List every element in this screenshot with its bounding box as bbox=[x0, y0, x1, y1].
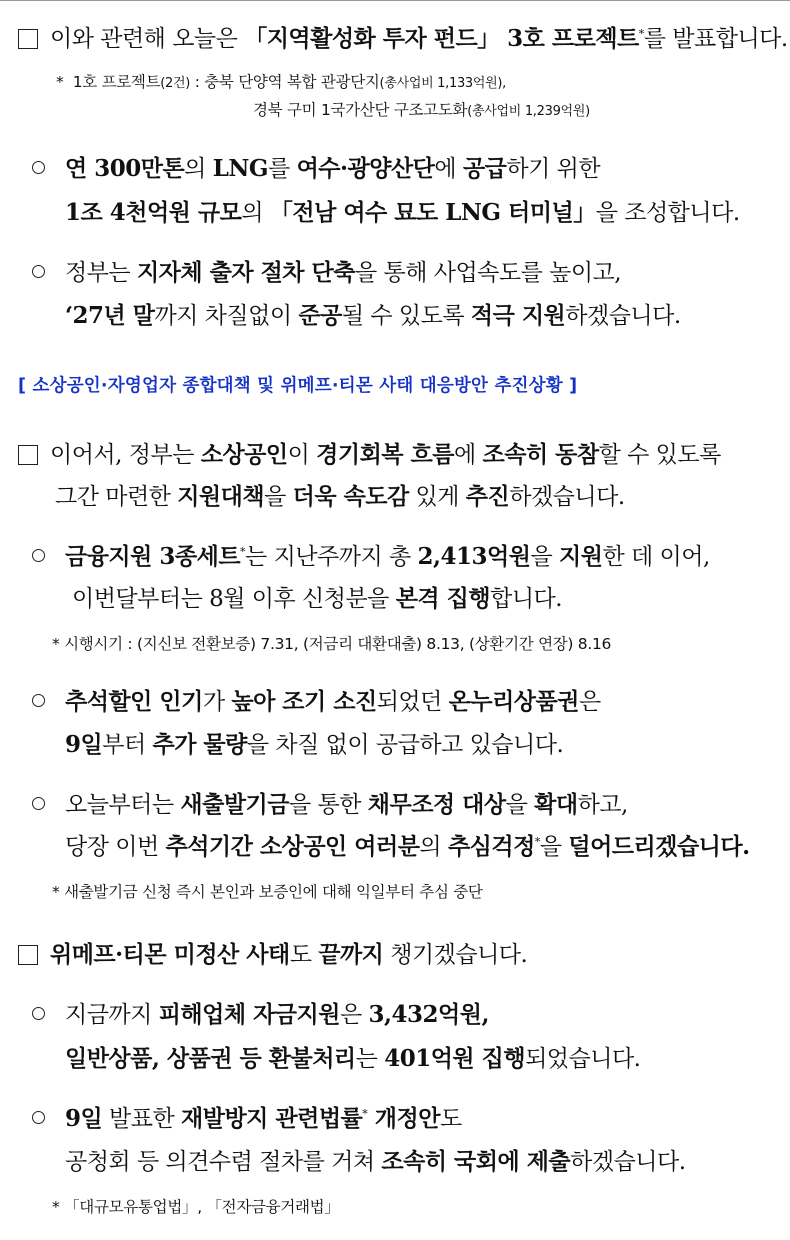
text-bold: 금융지원 3종세트 bbox=[65, 543, 241, 570]
text: 도 bbox=[439, 1106, 462, 1132]
text-bold: 1조 4천억원 규모 bbox=[65, 199, 242, 226]
paragraph-small-business-2 bbox=[55, 478, 625, 511]
text: 의 bbox=[419, 834, 448, 860]
bullet-lng-terminal bbox=[65, 194, 740, 227]
text: 부터 bbox=[102, 732, 153, 758]
square-bullet-icon bbox=[18, 29, 38, 49]
text-bold: 더욱 속도감 bbox=[292, 483, 409, 510]
text-bold: 소상공인 bbox=[200, 441, 288, 468]
text-bold: 추석기간 소상공인 여러분 bbox=[165, 833, 420, 860]
text: 정부는 bbox=[65, 260, 137, 286]
text-bold: 추진 bbox=[465, 483, 510, 510]
text-bold: LNG bbox=[212, 155, 269, 182]
circle-bullet-icon bbox=[32, 1007, 45, 1020]
text-bold: 개정안 bbox=[367, 1105, 440, 1132]
text: 하고, bbox=[577, 792, 628, 818]
circle-bullet-icon bbox=[32, 161, 45, 174]
page-top-border bbox=[0, 0, 790, 1]
text-bold: 피해업체 자금지원 bbox=[158, 1001, 340, 1028]
text-bold: ‘27년 말 bbox=[65, 302, 155, 329]
text-bold: 높아 조기 소진 bbox=[231, 688, 377, 715]
text-bold: 여수·광양산단 bbox=[296, 155, 435, 182]
text: 되었던 bbox=[376, 689, 449, 715]
text-bold: 본격 집행 bbox=[395, 585, 491, 612]
note-item-1: 충북 단양역 복합 관광단지 bbox=[204, 73, 380, 91]
text: 되었습니다. bbox=[525, 1046, 641, 1072]
note-first-project-2 bbox=[253, 98, 590, 120]
paragraph-small-business bbox=[18, 436, 721, 469]
text-bold: 401억원 집행 bbox=[384, 1045, 526, 1072]
text-bold: 경기회복 흐름 bbox=[316, 441, 454, 468]
note-first-project bbox=[56, 70, 506, 92]
text: 발표한 bbox=[102, 1106, 182, 1132]
text: 는 지난주까지 총 bbox=[245, 544, 418, 570]
text: 하겠습니다. bbox=[509, 484, 625, 510]
note-item-2-cost: (총사업비 1,239억원) bbox=[467, 104, 590, 119]
text: 까지 차질없이 bbox=[154, 303, 299, 329]
text-bold: 3,432억원, bbox=[368, 1001, 489, 1028]
footnote-mark: * bbox=[534, 835, 540, 849]
text: 이번달부터는 8월 이후 신청분을 bbox=[72, 586, 396, 612]
text: 에 bbox=[434, 156, 463, 182]
text-bold: 준공 bbox=[298, 302, 342, 329]
text: 이 bbox=[287, 442, 317, 468]
note-colon: : bbox=[190, 73, 205, 91]
text-bold: 추심걱정 bbox=[447, 833, 535, 860]
text: 있게 bbox=[408, 484, 466, 510]
text: 당장 이번 bbox=[65, 834, 166, 860]
text-bold: 재발방지 관련법률 bbox=[181, 1105, 363, 1132]
text-bold: 공급 bbox=[462, 155, 507, 182]
text: 할 수 있도록 bbox=[598, 442, 721, 468]
text: 은 bbox=[339, 1002, 369, 1028]
bullet-victim-support bbox=[32, 996, 489, 1029]
bullet-financial-support-2 bbox=[72, 580, 562, 613]
text-bold: 지원대책 bbox=[177, 483, 265, 510]
square-bullet-icon bbox=[18, 445, 38, 465]
text: 챙기겠습니다. bbox=[383, 942, 528, 968]
bullet-financial-support bbox=[32, 538, 710, 571]
circle-bullet-icon bbox=[32, 1111, 45, 1124]
text-bold: 지원 bbox=[559, 543, 603, 570]
circle-bullet-icon bbox=[32, 549, 45, 562]
text: 을 bbox=[539, 834, 569, 860]
text: 이와 관련해 오늘은 bbox=[50, 26, 245, 52]
bullet-completion bbox=[65, 297, 681, 330]
text: 을 통한 bbox=[289, 792, 368, 818]
text: 가 bbox=[202, 689, 232, 715]
text: 은 bbox=[578, 689, 601, 715]
text: 한 데 이어, bbox=[602, 544, 710, 570]
note-collection-stop: * 새출발기금 신청 즉시 본인과 보증인에 대해 익일부터 추심 중단 bbox=[52, 883, 483, 901]
text-bold: 새출발기금 bbox=[180, 791, 289, 818]
text-bold: 조속히 국회에 제출 bbox=[381, 1148, 571, 1175]
note-label: 1호 프로젝트 bbox=[72, 73, 161, 91]
text-bold: 지자체 출자 절차 단축 bbox=[136, 259, 355, 286]
text-bold: 「전남 여수 묘도 LNG 터미널」 bbox=[269, 199, 596, 226]
bullet-debt-adjustment bbox=[32, 786, 628, 819]
bullet-lng-supply bbox=[32, 150, 600, 183]
text-bold: 「지역활성화 투자 펀드」 3호 프로젝트 bbox=[244, 25, 639, 52]
text-bold: 채무조정 대상 bbox=[367, 791, 506, 818]
text: 의 bbox=[184, 156, 213, 182]
text: 을 조성합니다. bbox=[595, 200, 740, 226]
text-bold: 적극 지원 bbox=[470, 302, 566, 329]
footnote-mark: * bbox=[638, 27, 644, 41]
text: 을 통해 사업속도를 높이고, bbox=[354, 260, 622, 286]
paragraph-fund-project bbox=[18, 20, 788, 53]
text: 을 차질 없이 공급하고 있습니다. bbox=[246, 732, 564, 758]
text: 될 수 있도록 bbox=[341, 303, 471, 329]
text-bold: 추석할인 인기 bbox=[65, 688, 203, 715]
text: 에 bbox=[453, 442, 483, 468]
text: 도 bbox=[289, 942, 319, 968]
footnote-mark: * bbox=[240, 545, 246, 559]
bullet-refund-processing bbox=[65, 1040, 640, 1073]
text: 를 bbox=[268, 156, 297, 182]
text-bold: 위메프·티몬 미정산 사태 bbox=[50, 941, 290, 968]
footnote-mark: * bbox=[362, 1107, 368, 1121]
text: 을 bbox=[264, 484, 293, 510]
bullet-debt-adjustment-2 bbox=[65, 828, 750, 861]
note-star: * bbox=[56, 73, 64, 91]
bullet-law-amendment-2 bbox=[65, 1143, 686, 1176]
bullet-onnuri-voucher bbox=[32, 683, 601, 716]
section-title: [ 소상공인·자영업자 종합대책 및 위메프·티몬 사태 대응방안 추진상황 ] bbox=[18, 376, 578, 396]
text: 하기 위한 bbox=[506, 156, 601, 182]
text: 공청회 등 의견수렴 절차를 거쳐 bbox=[65, 1149, 382, 1175]
text-bold: 덜어드리겠습니다. bbox=[568, 833, 750, 860]
note-count: (2건) bbox=[160, 76, 191, 91]
text: 을 bbox=[530, 544, 560, 570]
text: 그간 마련한 bbox=[55, 484, 178, 510]
text: 이어서, 정부는 bbox=[50, 442, 201, 468]
text-bold: 조속히 동참 bbox=[482, 441, 599, 468]
circle-bullet-icon bbox=[32, 265, 45, 278]
bullet-onnuri-voucher-2 bbox=[65, 726, 563, 759]
text: 합니다. bbox=[490, 586, 563, 612]
text: 하겠습니다. bbox=[565, 303, 681, 329]
text-bold: 추가 물량 bbox=[152, 731, 247, 758]
text: 을 bbox=[505, 792, 535, 818]
text-bold: 온누리상품권 bbox=[448, 688, 579, 715]
bullet-law-amendment bbox=[32, 1100, 462, 1133]
text-bold: 9일 bbox=[65, 731, 103, 758]
text: 를 발표합니다. bbox=[643, 26, 788, 52]
text: 의 bbox=[241, 200, 270, 226]
text: 지금까지 bbox=[65, 1002, 159, 1028]
text-bold: 9일 bbox=[65, 1105, 103, 1132]
note-item-1-cost: (총사업비 1,133억원), bbox=[379, 76, 507, 91]
text: 하겠습니다. bbox=[570, 1149, 686, 1175]
paragraph-wemakeprice-tmon bbox=[18, 936, 527, 969]
text-bold: 연 300만톤 bbox=[65, 155, 185, 182]
text: 는 bbox=[355, 1046, 385, 1072]
square-bullet-icon bbox=[18, 945, 38, 965]
note-laws: * 「대규모유통업법」, 「전자금융거래법」 bbox=[52, 1198, 340, 1216]
text-bold: 확대 bbox=[534, 791, 578, 818]
text-bold: 2,413억원 bbox=[417, 543, 531, 570]
note-item-2: 경북 구미 1국가산단 구조고도화 bbox=[253, 101, 468, 119]
text-bold: 끝까지 bbox=[318, 941, 384, 968]
circle-bullet-icon bbox=[32, 797, 45, 810]
bullet-government-support bbox=[32, 254, 621, 287]
circle-bullet-icon bbox=[32, 694, 45, 707]
note-schedule: * 시행시기 : (지신보 전환보증) 7.31, (저금리 대환대출) 8.13, (상환기간 연장) 8.16 bbox=[52, 635, 612, 653]
text: 오늘부터는 bbox=[65, 792, 181, 818]
text-bold: 일반상품, 상품권 등 환불처리 bbox=[65, 1045, 356, 1072]
